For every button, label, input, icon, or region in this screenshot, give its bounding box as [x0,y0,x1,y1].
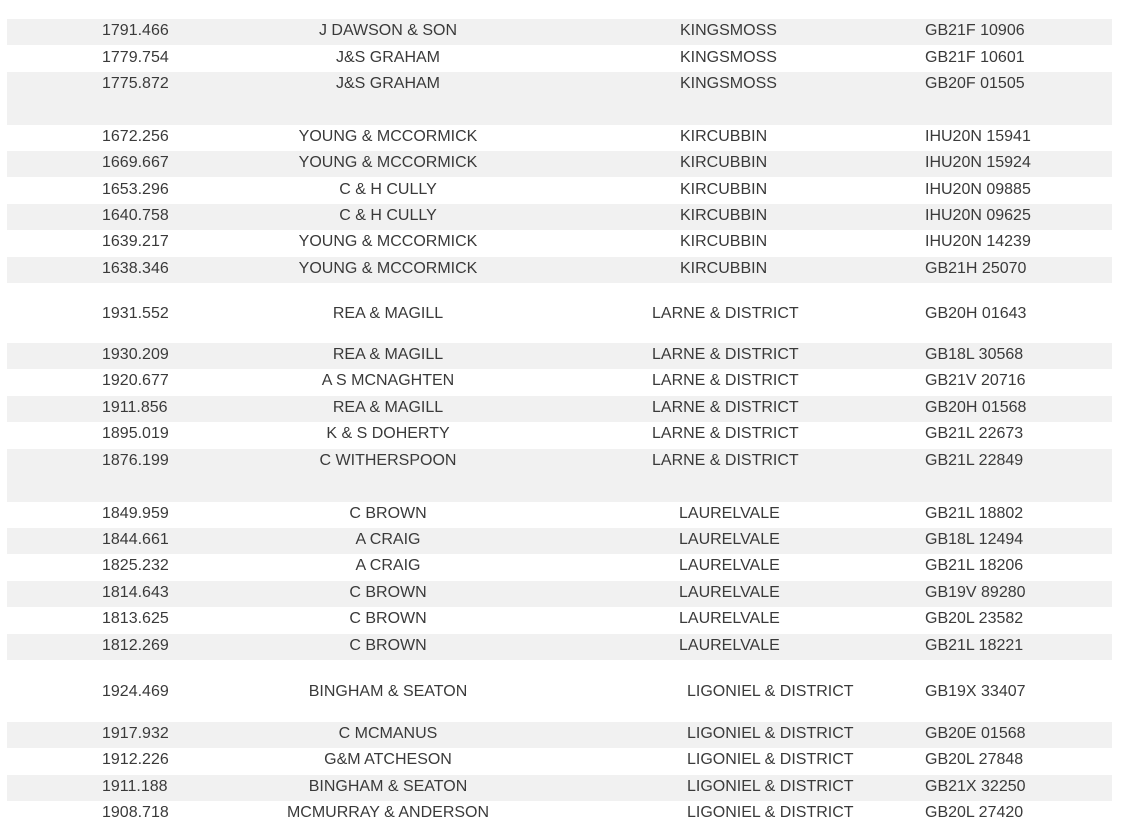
owner-cell: C & H CULLY [339,181,437,198]
table-row [7,775,1112,801]
table-row [7,178,1112,204]
ring-number-cell: IHU20N 14239 [925,233,1031,250]
club-cell: LAURELVALE [679,531,780,548]
table-row [7,502,1112,528]
ring-number-cell: GB20F 01505 [925,75,1025,92]
ring-number-cell: GB18L 12494 [925,531,1024,548]
velocity-cell: 1791.466 [102,22,169,39]
velocity-cell: 1924.469 [102,683,169,700]
ring-number-cell: IHU20N 15924 [925,154,1031,171]
owner-cell: REA & MAGILL [332,305,444,322]
owner-cell: YOUNG & MCCORMICK [298,233,478,250]
velocity-cell: 1825.232 [102,557,169,574]
ring-number-cell: GB20H 01568 [925,399,1027,416]
table-row [7,449,1112,502]
owner-cell: YOUNG & MCCORMICK [298,154,478,171]
owner-cell: G&M ATCHESON [324,751,452,768]
owner-cell: MCMURRAY & ANDERSON [286,804,490,821]
velocity-cell: 1640.758 [102,207,169,224]
club-cell: KIRCUBBIN [680,154,768,171]
owner-cell: C WITHERSPOON [319,452,457,469]
club-cell: LARNE & DISTRICT [652,452,799,469]
table-row [7,396,1112,422]
table-row [7,748,1112,774]
owner-cell: BINGHAM & SEATON [308,683,468,700]
ring-number-cell: GB21L 18221 [925,637,1024,654]
velocity-cell: 1908.718 [102,804,169,821]
table-row [7,607,1112,633]
ring-number-cell: GB21F 10601 [925,49,1025,66]
table-row [7,660,1112,722]
owner-cell: YOUNG & MCCORMICK [298,128,478,145]
club-cell: LAURELVALE [679,637,780,654]
owner-cell: REA & MAGILL [332,346,444,363]
velocity-cell: 1920.677 [102,372,169,389]
ring-number-cell: GB20E 01568 [925,725,1026,742]
velocity-cell: 1779.754 [102,49,169,66]
club-cell: KINGSMOSS [680,49,777,66]
club-cell: KIRCUBBIN [680,128,768,145]
table-row [7,581,1112,607]
club-cell: KINGSMOSS [680,22,777,39]
ring-number-cell: GB21L 22849 [925,452,1024,469]
ring-number-cell: GB19V 89280 [925,584,1026,601]
velocity-cell: 1895.019 [102,425,169,442]
owner-cell: C BROWN [349,505,427,522]
velocity-cell: 1931.552 [102,305,169,322]
owner-cell: J&S GRAHAM [335,75,441,92]
owner-cell: C BROWN [349,584,427,601]
table-row [7,369,1112,395]
table-row [7,257,1112,283]
velocity-cell: 1814.643 [102,584,169,601]
ring-number-cell: GB21H 25070 [925,260,1027,277]
ring-number-cell: GB20L 23582 [925,610,1024,627]
ring-number-cell: IHU20N 09625 [925,207,1031,224]
ring-number-cell: GB21L 22673 [925,425,1024,442]
table-row [7,46,1112,72]
table-row [7,801,1112,827]
club-cell: LARNE & DISTRICT [652,305,799,322]
club-cell: LAURELVALE [679,584,780,601]
velocity-cell: 1930.209 [102,346,169,363]
owner-cell: BINGHAM & SEATON [308,778,468,795]
owner-cell: YOUNG & MCCORMICK [298,260,478,277]
club-cell: LIGONIEL & DISTRICT [687,804,854,821]
owner-cell: A CRAIG [355,531,421,548]
ring-number-cell: GB20L 27420 [925,804,1024,821]
owner-cell: REA & MAGILL [332,399,444,416]
table-row [7,204,1112,230]
owner-cell: A CRAIG [355,557,421,574]
table-row [7,72,1112,125]
club-cell: LARNE & DISTRICT [652,346,799,363]
club-cell: KIRCUBBIN [680,233,768,250]
club-cell: KIRCUBBIN [680,181,768,198]
ring-number-cell: GB20H 01643 [925,305,1027,322]
velocity-cell: 1917.932 [102,725,169,742]
owner-cell: J&S GRAHAM [335,49,441,66]
table-row [7,283,1112,343]
velocity-cell: 1672.256 [102,128,169,145]
club-cell: LIGONIEL & DISTRICT [687,751,854,768]
velocity-cell: 1876.199 [102,452,169,469]
velocity-cell: 1638.346 [102,260,169,277]
ring-number-cell: GB19X 33407 [925,683,1026,700]
club-cell: LARNE & DISTRICT [652,372,799,389]
owner-cell: C & H CULLY [339,207,437,224]
table-row [7,19,1112,45]
club-cell: KIRCUBBIN [680,260,768,277]
ring-number-cell: GB21V 20716 [925,372,1026,389]
club-cell: KINGSMOSS [680,75,777,92]
club-cell: LIGONIEL & DISTRICT [687,778,854,795]
club-cell: LIGONIEL & DISTRICT [687,725,854,742]
ring-number-cell: GB20L 27848 [925,751,1024,768]
owner-cell: C BROWN [349,610,427,627]
table-row [7,528,1112,554]
club-cell: LAURELVALE [679,610,780,627]
club-cell: LARNE & DISTRICT [652,425,799,442]
ring-number-cell: GB21L 18206 [925,557,1024,574]
table-row [7,151,1112,177]
club-cell: LAURELVALE [679,505,780,522]
ring-number-cell: GB21F 10906 [925,22,1025,39]
velocity-cell: 1639.217 [102,233,169,250]
table-row [7,125,1112,151]
velocity-cell: 1844.661 [102,531,169,548]
velocity-cell: 1911.856 [102,399,168,416]
table-row [7,343,1112,369]
velocity-cell: 1812.269 [102,637,169,654]
table-row [7,230,1112,256]
owner-cell: J DAWSON & SON [318,22,458,39]
owner-cell: C BROWN [349,637,427,654]
velocity-cell: 1669.667 [102,154,169,171]
owner-cell: K & S DOHERTY [326,425,450,442]
ring-number-cell: GB21X 32250 [925,778,1026,795]
club-cell: LARNE & DISTRICT [652,399,799,416]
club-cell: LIGONIEL & DISTRICT [687,683,854,700]
ring-number-cell: GB18L 30568 [925,346,1024,363]
velocity-cell: 1849.959 [102,505,169,522]
club-cell: KIRCUBBIN [680,207,768,224]
table-row [7,554,1112,580]
table-row [7,634,1112,660]
velocity-cell: 1813.625 [102,610,169,627]
velocity-cell: 1653.296 [102,181,169,198]
ring-number-cell: IHU20N 09885 [925,181,1031,198]
velocity-cell: 1775.872 [102,75,169,92]
velocity-cell: 1912.226 [102,751,169,768]
table-row [7,422,1112,448]
ring-number-cell: GB21L 18802 [925,505,1024,522]
owner-cell: A S MCNAGHTEN [321,372,455,389]
table-row [7,722,1112,748]
ring-number-cell: IHU20N 15941 [925,128,1031,145]
owner-cell: C MCMANUS [338,725,438,742]
velocity-cell: 1911.188 [102,778,168,795]
club-cell: LAURELVALE [679,557,780,574]
